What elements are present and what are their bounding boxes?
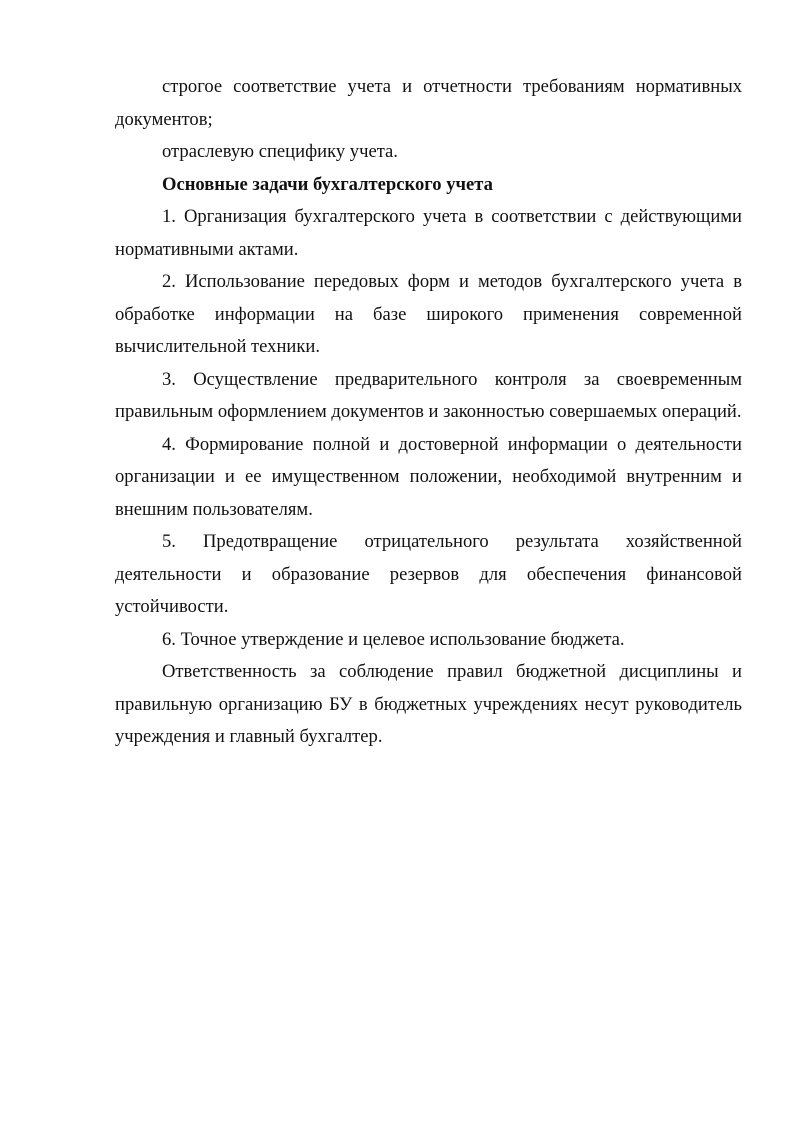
section-heading: Основные задачи бухгалтерского учета [162,173,493,195]
paragraph-responsibility: Ответственность за соблюдение правил бюджетной дисциплины и правильную организацию БУ в бюджетных учреждениях несут руководитель учреждения и главный бухгалтер. [115,661,742,747]
list-item-5: 5. Предотвращение отрицательного результата хозяйственной деятельности и образование резервов для обеспечения финансовой устойчивости. [115,531,742,617]
paragraph-industry-specifics: отраслевую специфику учета. [162,141,398,162]
document-body [115,71,742,754]
list-item-4: 4. Формирование полной и достоверной информации о деятельности организации и ее имущественном положении, необходимой внутренним и внешним пользователям. [115,433,742,520]
list-item-2: 2. Использование передовых форм и методов бухгалтерского учета в обработке информации на базе широкого применения современной вычислительной техники. [115,271,742,357]
list-item-6: 6. Точное утверждение и целевое использование бюджета. [162,628,625,650]
list-item-1: 1. Организация бухгалтерского учета в соответствии с действующими нормативными актами. [115,206,742,260]
list-item-3: 3. Осуществление предварительного контроля за своевременным правильным оформлением документов и законностью совершаемых операций. [115,368,742,422]
paragraph-requirements: строгое соответствие учета и отчетности требованиям нормативных документов; [115,76,742,130]
